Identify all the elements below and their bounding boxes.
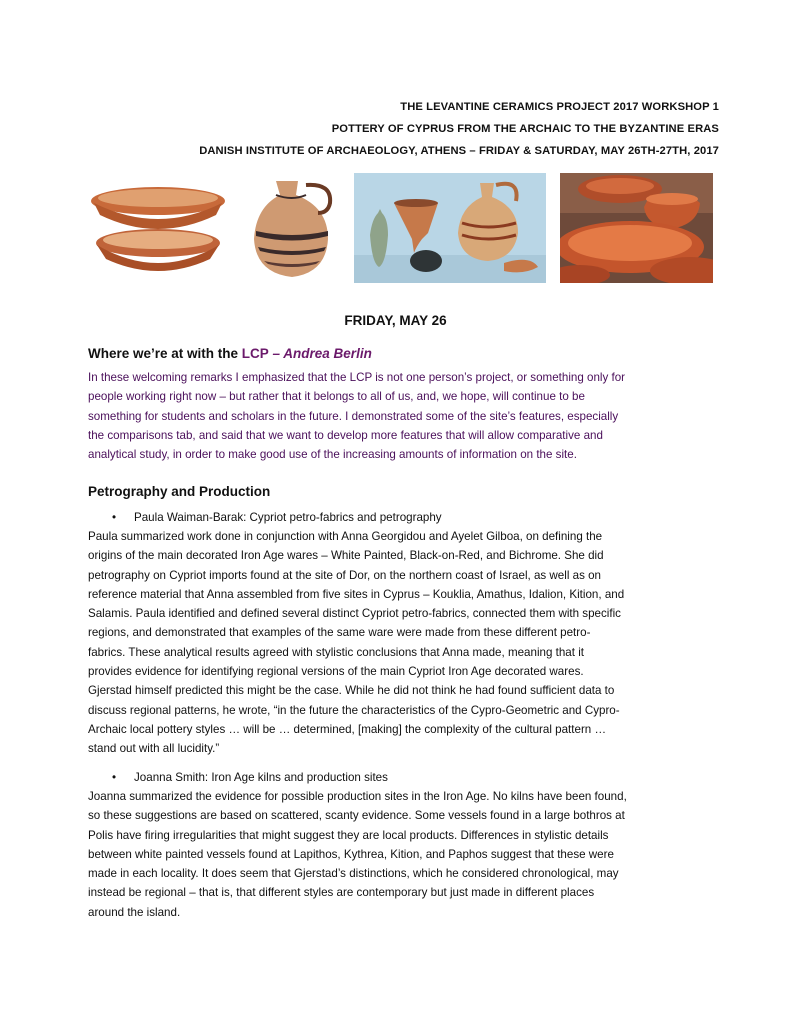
workshop-header <box>199 96 719 162</box>
bullet-icon: • <box>112 771 117 784</box>
text-line: reference material that Anna assembled from five sites in Cyprus – Kouklia, Amathus, Idalion, Kition, and <box>88 587 625 601</box>
text-line: between white painted vessels found at Lapithos, Kythrea, Kition, and Paphos suggest that these were <box>88 847 614 861</box>
text-line: Joanna summarized the evidence for possible production sites in the Iron Age. No kilns have been found, <box>88 790 627 803</box>
bullet-item-smith <box>112 768 388 787</box>
kilns-paragraph <box>88 787 718 922</box>
section-title-petrography: Petrography and Production <box>88 484 271 499</box>
text-line: something for students and scholars in the future. I demonstrated some of the site’s features, especially <box>88 409 619 423</box>
photo-bichrome-jug <box>246 173 338 283</box>
text-line: stand out with all lucidity.” <box>88 742 220 756</box>
header-subtitle: POTTERY OF CYPRUS FROM THE ARCHAIC TO THE BYZANTINE ERAS <box>331 123 719 135</box>
text-line: origins of the main decorated Iron Age wares – White Painted, Black-on-Red, and Bichrome. She did <box>88 549 604 563</box>
text-line: made in each locality. It does seem that Gjerstad’s distinctions, which he considered chronological, may <box>88 867 619 881</box>
text-line: around the island. <box>88 905 181 919</box>
bullet-text: Joanna Smith: Iron Age kilns and production sites <box>134 771 388 784</box>
lcp-label: LCP <box>241 346 269 361</box>
text-line: people working right now – but rather that it belongs to all of us, and, we hope, will continue to be <box>88 390 585 404</box>
text-line: provides evidence for identifying regional versions of the main Cypriot Iron Age decorated wares. <box>88 665 584 679</box>
text-line: Paula summarized work done in conjunction with Anna Georgidou and Ayelet Gilboa, on defining the <box>88 530 603 543</box>
section-title-prefix: Where we’re at with the <box>88 346 242 361</box>
text-line: discuss regional patterns, he wrote, “in the future the characteristics of the Cypro-Geometric and Cypro- <box>88 703 620 717</box>
text-line: so these suggestions are based on scattered, scanty evidence. Some vessels found in a large bothros at <box>88 809 625 823</box>
text-line: instead be regional – that is, that different styles are contemporary but just made in different places <box>88 886 595 900</box>
welcome-remarks-paragraph <box>88 368 718 464</box>
bullet-item-waiman-barak <box>112 508 442 527</box>
petrography-paragraph <box>88 527 718 759</box>
photo-red-slip-dishes <box>560 173 713 283</box>
header-title: THE LEVANTINE CERAMICS PROJECT 2017 WORKSHOP 1 <box>400 101 719 113</box>
text-line: fabrics. These analytical results agreed with stylistic conclusions that Anna made, meaning that it <box>88 645 584 659</box>
text-line: Gjerstad himself predicted this might be the case. While he did not think he had found sufficient data to <box>88 684 615 698</box>
header-venue-dates: DANISH INSTITUTE OF ARCHAEOLOGY, ATHENS – FRIDAY & SATURDAY, MAY 26TH-27TH, 2017 <box>199 145 719 157</box>
bullet-icon: • <box>112 511 117 524</box>
photo-red-bowls <box>88 173 228 283</box>
text-line: Salamis. Paula identified and defined several distinct Cypriot petro-fabrics, connected them with specific <box>88 607 621 621</box>
text-line: In these welcoming remarks I emphasized that the LCP is not one person’s project, or something only for <box>88 371 626 384</box>
photo-vessel-group <box>354 173 546 283</box>
bullet-text: Paula Waiman-Barak: Cypriot petro-fabrics and petrography <box>134 511 442 524</box>
day-heading: FRIDAY, MAY 26 <box>344 313 447 328</box>
text-line: petrography on Cypriot imports found at the site of Dor, on the northern coast of Israel, as well as on <box>88 568 601 582</box>
section-title-lcp <box>88 346 372 361</box>
speaker-name: – Andrea Berlin <box>268 346 372 361</box>
pottery-photo-strip <box>88 173 713 285</box>
text-line: regions, and demonstrated that examples of the same ware were made from these different petro- <box>88 626 591 640</box>
text-line: the comparisons tab, and said that we want to develop more features that will allow comparative and <box>88 428 603 442</box>
text-line: analytical study, in order to make good use of the increasing amounts of information on the site. <box>88 448 577 462</box>
text-line: Archaic local pottery styles … will be … determined, [making] the complexity of the cultural pattern … <box>88 722 607 736</box>
text-line: Polis have firing irregularities that might suggest they are local products. Differences in stylistic details <box>88 828 609 842</box>
